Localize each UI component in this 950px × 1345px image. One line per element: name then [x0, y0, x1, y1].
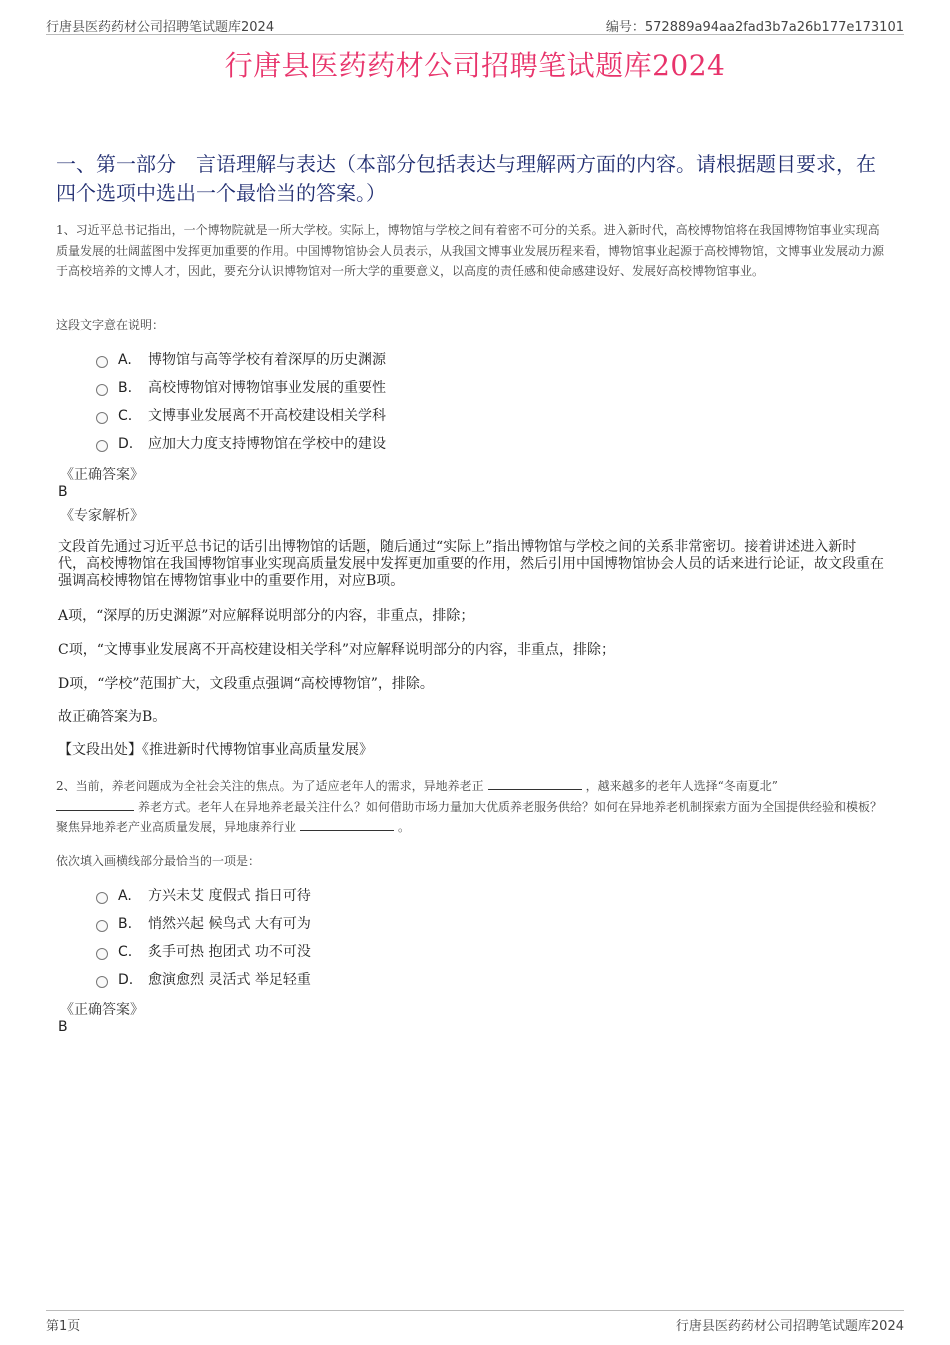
question-2-option-b[interactable]: [96, 913, 311, 935]
option-text: 方兴未艾 度假式 指日可待: [148, 888, 311, 904]
option-text: 博物馆与高等学校有着深厚的历史渊源: [148, 352, 386, 368]
fill-blank-3: [300, 818, 394, 831]
page-title: 行唐县医药药材公司招聘笔试题库2024: [224, 49, 726, 82]
radio-icon[interactable]: [96, 948, 108, 960]
question-1-option-b[interactable]: [96, 377, 386, 399]
question-1-text: 1、习近平总书记指出，一个博物院就是一所大学校。实际上，博物馆与学校之间有着密不可分的关系。进入新时代，高校博物馆将在我国博物馆事业实现高质量发展的壮阔蓝图中发挥更加重要的作用。中国博物馆协会人员表示，从我国文博事业发展历程来看，博物馆事业起源于高校博物馆，文博事业发展动力源于高校培养的文博人才，因此，要充分认识博物馆对一所大学的重要意义，以高度的责任感和使命感建设好、发展好高校博物馆事业。: [56, 223, 885, 278]
question-1-option-a[interactable]: [96, 349, 386, 371]
header-doc-number: 编号：572889a94aa2fad3b7a26b177e173101: [605, 20, 904, 35]
question-2-text-part-1: 2、当前，养老问题成为全社会关注的焦点。为了适应老年人的需求，异地养老正: [56, 779, 484, 793]
question-2-answer: B: [58, 1019, 68, 1035]
question-1-analysis-paragraph: 文段首先通过习近平总书记的话引出博物馆的话题，随后通过“实际上”指出博物馆与学校之间的关系非常密切。接着讲述进入新时代，高校博物馆在我国博物馆事业实现高质量发展中发挥更加重要的作用，然后引用中国博物馆协会人员的话来进行论证，故文段重在强调高校博物馆在博物馆事业中的重要作用，对应B项。: [58, 539, 884, 589]
question-1-prompt: 这段文字意在说明：: [56, 318, 165, 332]
header-doc-name: 行唐县医药药材公司招聘笔试题库2024: [46, 20, 275, 35]
option-text: 应加大力度支持博物馆在学校中的建设: [148, 436, 386, 452]
radio-icon[interactable]: [96, 892, 108, 904]
question-2-text-part-3: 养老方式。老年人在异地养老最关注什么？如何借助市场力量加大优质养老服务供给？如何在异地养老机制探索方面为全国提供经验和模板？聚焦异地养老产业高质量发展，异地康养行业: [56, 799, 883, 834]
question-2-text-part-2: ，越来越多的老年人选择“冬南夏北”: [585, 779, 778, 793]
option-letter: B.: [118, 380, 133, 396]
radio-icon[interactable]: [96, 412, 108, 424]
fill-blank-1: [488, 777, 582, 790]
question-1-analysis-option-a: A项，“深厚的历史渊源”对应解释说明部分的内容，非重点，排除；: [58, 608, 475, 624]
question-1-analysis-label: 《专家解析》: [60, 508, 144, 524]
question-1-source: 【文段出处】《推进新时代博物馆事业高质量发展》: [58, 742, 373, 758]
section-heading: 一、第一部分 言语理解与表达（本部分包括表达与理解两方面的内容。请根据题目要求，在四个选项中选出一个最恰当的答案。）: [56, 152, 876, 205]
page-number: 第1页: [46, 1319, 81, 1334]
option-letter: A.: [118, 352, 132, 368]
question-1-analysis-conclusion: 故正确答案为B。: [58, 709, 167, 725]
question-1-analysis-option-c: C项，“文博事业发展离不开高校建设相关学科”对应解释说明部分的内容，非重点，排除；: [58, 642, 616, 658]
option-letter: B.: [118, 916, 133, 932]
question-1-option-c[interactable]: [96, 405, 386, 427]
radio-icon[interactable]: [96, 920, 108, 932]
question-2-text-part-4: 。: [398, 820, 411, 834]
question-1-answer: B: [58, 484, 68, 500]
question-2-option-d[interactable]: [96, 969, 311, 991]
page-footer: [46, 1310, 904, 1335]
option-text: 愈演愈烈 灵活式 举足轻重: [148, 972, 311, 988]
option-letter: C.: [118, 408, 133, 424]
question-1-option-d[interactable]: [96, 433, 386, 455]
question-1-answer-label: 《正确答案》: [60, 467, 144, 483]
radio-icon[interactable]: [96, 384, 108, 396]
radio-icon[interactable]: [96, 356, 108, 368]
question-2-option-c[interactable]: [96, 941, 311, 963]
option-text: 炙手可热 抱团式 功不可没: [148, 944, 311, 960]
radio-icon[interactable]: [96, 440, 108, 452]
page-header: [46, 14, 904, 35]
footer-doc-name: 行唐县医药药材公司招聘笔试题库2024: [675, 1319, 904, 1334]
question-2-answer-label: 《正确答案》: [60, 1002, 144, 1018]
question-2-prompt: 依次填入画横线部分最恰当的一项是：: [56, 854, 261, 868]
radio-icon[interactable]: [96, 976, 108, 988]
option-letter: A.: [118, 888, 132, 904]
option-text: 高校博物馆对博物馆事业发展的重要性: [148, 380, 386, 396]
option-text: 悄然兴起 候鸟式 大有可为: [148, 916, 311, 932]
question-1-analysis-option-d: D项，“学校”范围扩大，文段重点强调“高校博物馆”，排除。: [58, 676, 434, 692]
option-letter: C.: [118, 944, 133, 960]
question-2-text: [56, 776, 890, 838]
option-letter: D.: [118, 972, 134, 988]
fill-blank-2: [56, 798, 134, 811]
option-letter: D.: [118, 436, 134, 452]
option-text: 文博事业发展离不开高校建设相关学科: [148, 408, 386, 424]
question-2-option-a[interactable]: [96, 885, 311, 907]
